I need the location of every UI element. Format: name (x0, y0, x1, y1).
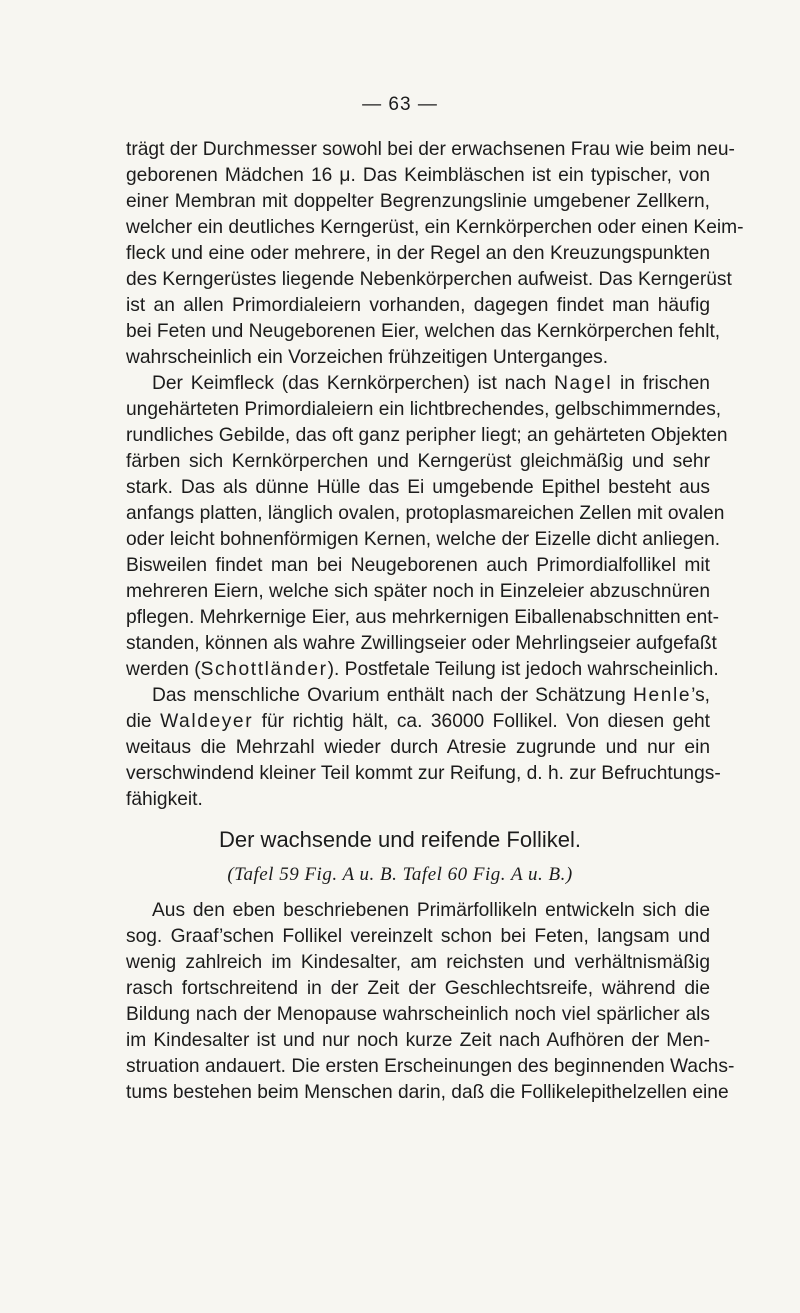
text-line: bei Feten und Neugeborenen Eier, welchen das Kernkörperchen fehlt, (126, 321, 721, 342)
text-line: stark. Das als dünne Hülle das Ei umgebende Epithel besteht aus (126, 477, 710, 498)
text-line: Bildung nach der Menopause wahrscheinlich noch viel spärlicher als (126, 1004, 710, 1025)
text-line: standen, können als wahre Zwillingseier oder Mehrlingseier aufgefaßt (126, 633, 717, 654)
text-line: einer Membran mit doppelter Begrenzungslinie umgebener Zellkern, (126, 191, 710, 212)
text-line: ungehärteten Primordialeiern ein lichtbrechendes, gelbschimmerndes, (126, 399, 722, 420)
text-line (126, 709, 710, 735)
text-line: rasch fortschreitend in der Zeit der Geschlechtsreife, während die (126, 978, 710, 999)
text-segment: für richtig hält, ca. 36000 Follikel. Von diesen geht (261, 711, 710, 732)
text-line: geborenen Mädchen 16 μ. Das Keimbläschen ist ein typischer, von (126, 165, 710, 186)
text-line: oder leicht bohnenförmigen Kernen, welche der Eizelle dicht anliegen. (126, 529, 721, 550)
text-line: struation andauert. Die ersten Erscheinungen des beginnenden Wachs- (126, 1056, 735, 1077)
text-line: welcher ein deutliches Kerngerüst, ein Kernkörperchen oder einen Keim- (126, 217, 744, 238)
text-line: sog. Graaf’schen Follikel vereinzelt schon bei Feten, langsam und (126, 926, 710, 947)
text-segment: ). Postfetale Teilung ist jedoch wahrscheinlich. (327, 659, 719, 680)
section-heading: Der wachsende und reifende Follikel. (219, 827, 581, 852)
text-line: mehreren Eiern, welche sich später noch in Einzeleier abzuschnüren (126, 581, 710, 602)
text-line: fähigkeit. (126, 789, 203, 810)
text-segment: werden ( (126, 659, 201, 680)
text-segment: die (126, 711, 152, 732)
text-line: wenig zahlreich im Kindesalter, am reichsten und verhältnismäßig (126, 952, 710, 973)
author-name: Henle (633, 685, 692, 706)
text-line (126, 657, 719, 683)
text-segment: Das menschliche Ovarium enthält nach der Schätzung (152, 685, 626, 706)
text-line: anfangs platten, länglich ovalen, protoplasmareichen Zellen mit ovalen (126, 503, 725, 524)
text-line: im Kindesalter ist und nur noch kurze Zeit nach Aufhören der Men- (126, 1030, 710, 1051)
text-segment: Der Keimfleck (das Kernkörperchen) ist nach (152, 373, 547, 394)
text-line: pflegen. Mehrkernige Eier, aus mehrkernigen Eiballenabschnitten ent- (126, 607, 720, 628)
text-line (152, 371, 710, 397)
text-line: Aus den eben beschriebenen Primärfollikeln entwickeln sich die (152, 900, 710, 921)
text-line: des Kerngerüstes liegende Nebenkörperchen aufweist. Das Kerngerüst (126, 269, 732, 290)
text-line: weitaus die Mehrzahl wieder durch Atresie zugrunde und nur ein (126, 737, 710, 758)
text-line: Bisweilen findet man bei Neugeborenen auch Primordialfollikel mit (126, 555, 710, 576)
author-name: Schottländer (200, 659, 328, 680)
author-name: Nagel (554, 373, 613, 394)
author-name: Waldeyer (160, 711, 254, 732)
text-line: färben sich Kernkörperchen und Kerngerüst gleichmäßig und sehr (126, 451, 710, 472)
text-line (152, 683, 710, 709)
page-number: — 63 — (362, 94, 438, 115)
text-line: trägt der Durchmesser sowohl bei der erwachsenen Frau wie beim neu- (126, 139, 735, 160)
text-line: rundliches Gebilde, das oft ganz peripher liegt; an gehärteten Objekten (126, 425, 728, 446)
text-line: wahrscheinlich ein Vorzeichen frühzeitigen Unterganges. (126, 347, 609, 368)
text-line: tums bestehen beim Menschen darin, daß die Follikelepithelzellen eine (126, 1082, 729, 1103)
text-line: ist an allen Primordialeiern vorhanden, dagegen findet man häufig (126, 295, 710, 316)
plate-reference: (Tafel 59 Fig. A u. B. Tafel 60 Fig. A u. B.) (227, 864, 573, 885)
text-segment: ’s, (691, 685, 710, 706)
text-line: verschwindend kleiner Teil kommt zur Reifung, d. h. zur Befruchtungs- (126, 763, 721, 784)
text-segment: in frischen (620, 373, 710, 394)
text-line: fleck und eine oder mehrere, in der Regel an den Kreuzungspunkten (126, 243, 710, 264)
